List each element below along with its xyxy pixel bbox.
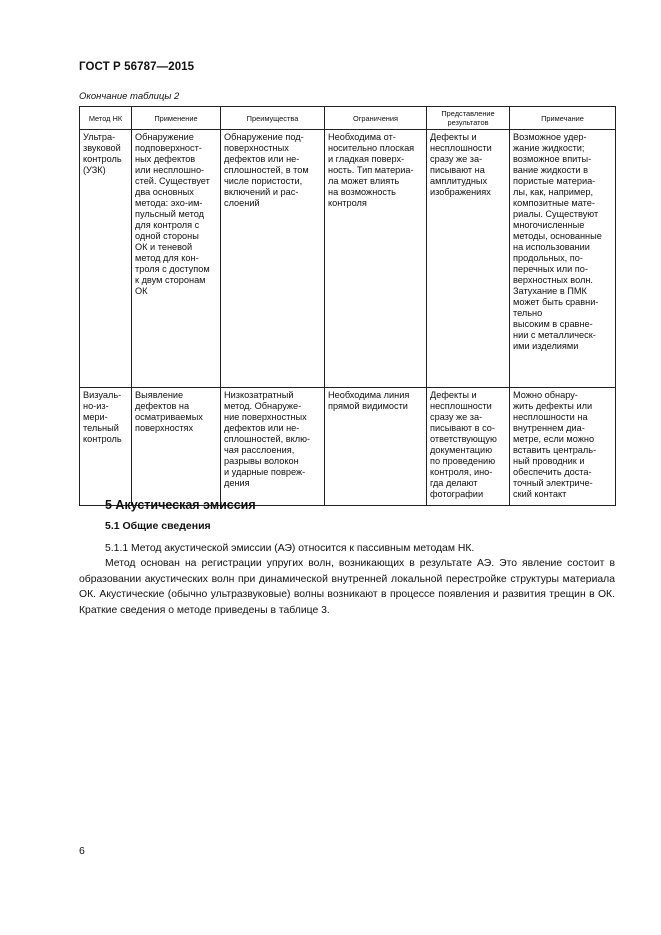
column-header-note: Примечание — [510, 107, 616, 130]
table-cell: Можно обнару- жить дефекты или несплошности на внутреннем диа- метре, если можно вставить централь- ный проводник и обеспечить доста- точный электриче- ский контакт — [510, 388, 616, 506]
table-caption: Окончание таблицы 2 — [79, 91, 180, 102]
table-cell: Низкозатратный метод. Обнаруже- ние поверхностных дефектов или не- сплошностей, вклю- чая расслоения, разрывы волокон и ударные повреж- дения — [221, 388, 325, 506]
table-cell: Необходима линия прямой видимости — [325, 388, 427, 506]
table-cell: Дефекты и несплошности сразу же за- писывают в со- ответствующую документацию по проведению контроля, ино- гда делают фотографии — [427, 388, 510, 506]
table-cell: Визуаль- но-из- мери- тельный контроль — [80, 388, 132, 506]
subsection-heading: 5.1 Общие сведения — [105, 520, 211, 532]
table-cell: Ультра- звуковой контроль (УЗК) — [80, 130, 132, 388]
table-cell: Выявление дефектов на осматриваемых поверхностях — [132, 388, 221, 506]
page-number: 6 — [79, 845, 85, 857]
column-header-limitations: Ограничения — [325, 107, 427, 130]
paragraph: Метод основан на регистрации упругих волн, возникающих в результате АЭ. Это явление состоит в образовании акустических волн при динамической внутренней локальной перестройке структуры материала ОК. Акустические (обычно ультразвуковые) волны возникают в процессе появления и развития трещин в ОК. Краткие сведения о методе приведены в таблице 3. — [79, 558, 615, 616]
column-header-results: Представление результатов — [427, 107, 510, 130]
column-header-method: Метод НК — [80, 107, 132, 130]
column-header-application: Применение — [132, 107, 221, 130]
document-standard-id: ГОСТ Р 56787—2015 — [79, 61, 195, 73]
table-cell: Дефекты и несплошности сразу же за- писывают на амплитудных изображениях — [427, 130, 510, 388]
table-cell: Возможное удер- жание жидкости; возможное впиты- вание жидкости в пористые материа- лы, как, например, композитные мате- риалы. Существуют многочисленные методы, основанные на использовании продольных, по- перечных или по- верхностных волн. Затухание в ПМК может быть сравни- тельно высоким в сравне- нии с металлическ- ими изделиями — [510, 130, 616, 388]
methods-table — [79, 106, 616, 506]
table-cell: Необходима от- носительно плоская и гладкая поверх- ность. Тип материа- ла может влиять на возможность контроля — [325, 130, 427, 388]
table-cell: Обнаружение под- поверхностных дефектов или не- сплошностей, в том числе пористости, включений и рас- слоений — [221, 130, 325, 388]
paragraph: 5.1.1 Метод акустической эмиссии (АЭ) относится к пассивным методам НК. — [105, 543, 475, 554]
table-cell: Обнаружение подповерхност- ных дефектов или несплошно- стей. Существует два основных метода: эхо-им- пульсный метод для контроля с одной стороны ОК и теневой метод для кон- троля с доступом к двум сторонам ОК — [132, 130, 221, 388]
section-heading: 5 Акустическая эмиссия — [105, 498, 256, 512]
table-row — [80, 130, 616, 388]
table-header-row — [80, 107, 616, 130]
table-row — [80, 388, 616, 506]
column-header-advantages: Преимущества — [221, 107, 325, 130]
